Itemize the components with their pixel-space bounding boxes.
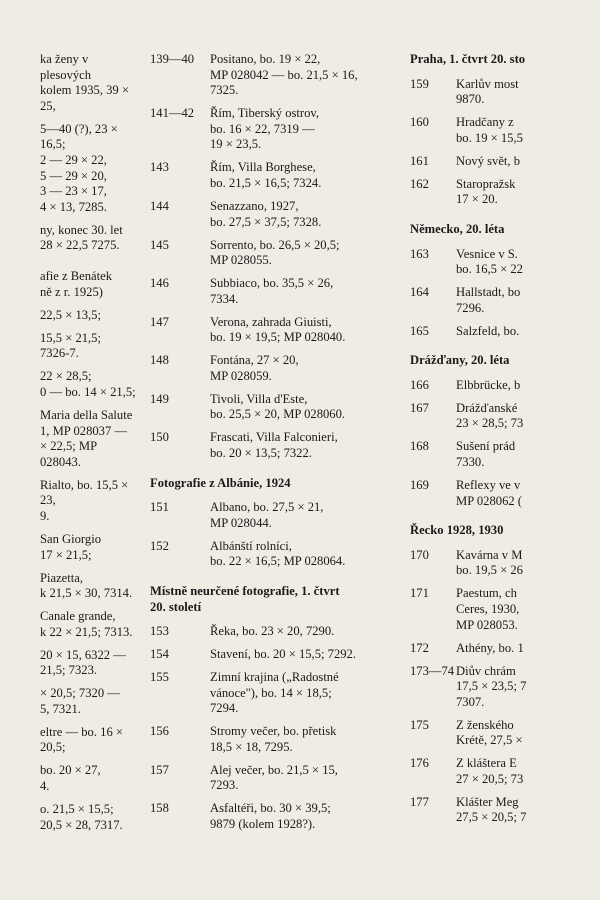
list-item [410,641,600,657]
item-number: 154 [150,647,169,662]
item-text: Alej večer, bo. 21,5 × 15, 7293. [210,762,338,793]
item-text: Hallstadt, bo 7296. [456,285,521,315]
item-number [0,269,40,300]
list-item [0,223,136,254]
item-number: 171 [410,586,429,601]
list-item [0,52,136,114]
item-text: Sušení prád 7330. [456,439,516,470]
list-item [0,331,136,362]
list-item [410,795,600,826]
list-item [150,106,394,153]
list-item [0,269,136,300]
item-number: 172 [410,640,429,655]
item-text: Salzfeld, bo. [456,323,520,338]
list-item [150,647,394,663]
item-text: afie z Benátek ně z r. 1925) [40,269,113,299]
list-item [410,664,600,711]
item-text: Positano, bo. 19 × 22, MP 028042 — bo. 21,5 × 16, 7325. [210,52,358,98]
list-item [150,539,394,570]
item-number: 160 [410,115,429,130]
item-number: 146 [150,276,169,291]
item-number: 163 [410,246,429,261]
item-number: 175 [410,717,429,732]
list-item [0,408,136,470]
list-item [0,648,136,679]
column-layout [0,52,600,900]
item-number [0,532,40,563]
item-text: Frascati, Villa Falconieri, bo. 20 × 13,5; 7322. [210,430,338,460]
list-item [410,324,600,340]
item-text: Tivoli, Villa d'Este, bo. 25,5 × 20, MP 028060. [210,391,346,422]
item-number [0,478,40,525]
block-spacer [0,261,136,269]
item-number [0,648,40,679]
item-number [0,331,40,362]
item-text: Canale grande, k 22 × 21,5; 7313. [40,609,133,639]
item-text: Maria della Salute 1, MP 028037 — × 22,5; MP 028043. [40,408,133,469]
item-text: Kavárna v M bo. 19,5 × 26 [456,547,523,578]
item-text: Z kláštera E 27 × 20,5; 73 [456,756,524,786]
item-number: 176 [410,756,429,771]
section-heading-drazdany: Drážďany, 20. léta [410,353,510,368]
list-item [0,478,136,525]
right-column [394,52,600,833]
item-number [0,686,40,717]
item-number: 169 [410,478,429,492]
item-text: Řím, Villa Borghese, bo. 21,5 × 16,5; 7324. [210,160,322,190]
list-item [150,670,394,717]
item-number: 148 [150,353,169,368]
list-item [410,478,600,509]
section-heading-praha: Praha, 1. čtvrt 20. sto [410,52,526,66]
item-text: Senazzano, 1927, bo. 27,5 × 37,5; 7328. [210,198,322,229]
item-number [0,725,40,756]
item-text: Zimní krajina („Radostné vánoce"), bo. 14 × 18,5; 7294. [210,670,339,716]
list-item [410,718,600,749]
item-text: × 20,5; 7320 — 5, 7321. [40,686,120,716]
item-text: Drážďanské 23 × 28,5; 73 [456,400,524,431]
list-item [150,763,394,794]
item-number: 166 [410,377,429,392]
item-text: San Giorgio 17 × 21,5; [40,531,101,562]
item-number: 147 [150,314,169,329]
item-text: Stromy večer, bo. přetisk 18,5 × 18, 7295. [210,724,337,754]
list-item [0,609,136,640]
item-number: 157 [150,762,169,777]
item-text: Rialto, bo. 15,5 × 23, 9. [40,477,129,523]
list-item [410,177,600,208]
item-text: eltre — bo. 16 × 20,5; [40,724,123,755]
item-text: Diův chrám 17,5 × 23,5; 7 7307. [456,663,527,709]
item-text: Albánští rolníci, bo. 22 × 16,5; MP 028064. [210,538,346,569]
item-text: Klášter Meg 27,5 × 20,5; 7 [456,794,527,825]
item-text: Staropražsk 17 × 20. [456,176,516,207]
item-text: Subbiaco, bo. 35,5 × 26, 7334. [210,276,334,306]
list-item [410,77,600,108]
item-text: Karlův most 9870. [456,76,519,107]
item-text: Z ženského Krétě, 27,5 × [456,717,523,748]
item-number [0,571,40,602]
item-number [0,308,40,324]
item-text: 22,5 × 13,5; [40,307,101,322]
item-number: 151 [150,500,169,515]
list-item [150,801,394,832]
section-heading-nemecko: Německo, 20. léta [410,221,505,236]
list-item [150,52,394,99]
item-number: 156 [150,724,169,739]
item-number: 167 [410,400,429,415]
item-number: 149 [150,391,169,406]
item-text: 15,5 × 21,5; 7326-7. [40,330,101,361]
middle-column [136,52,394,840]
item-number: 139—40 [150,52,195,66]
item-text: o. 21,5 × 15,5; 20,5 × 28, 7317. [40,802,123,832]
list-item [410,756,600,787]
list-item [150,315,394,346]
list-item [150,160,394,191]
list-item [410,439,600,470]
item-text: Paestum, ch Ceres, 1930, MP 028053. [456,586,520,632]
item-text: Verona, zahrada Giuisti, bo. 19 × 19,5; MP 028040. [210,314,346,345]
item-number: 144 [150,198,169,213]
item-text: Fontána, 27 × 20, MP 028059. [210,353,299,383]
item-number: 155 [150,670,169,685]
item-number [0,122,40,216]
item-text: Athény, bo. 1 [456,640,524,655]
list-item [0,369,136,400]
list-item [0,571,136,602]
item-text: 20 × 15, 6322 — 21,5; 7323. [40,647,126,678]
item-number: 168 [410,439,429,454]
list-item [410,548,600,579]
section-heading-albanie: Fotografie z Albánie, 1924 [150,475,291,490]
list-item [150,624,394,640]
list-item [410,401,600,432]
section-heading-recko: Řecko 1928, 1930 [410,523,504,538]
item-text: 22 × 28,5; 0 — bo. 14 × 21,5; [40,369,136,400]
item-text: ny, konec 30. let 28 × 22,5 7275. [40,222,123,253]
item-number: 153 [150,624,169,639]
list-item [410,247,600,278]
item-number: 159 [410,76,429,91]
item-number [0,223,40,254]
item-text: Hradčany z bo. 19 × 15,5 [456,115,523,145]
list-item [150,238,394,269]
item-text: Vesnice v S. bo. 16,5 × 22 [456,246,523,277]
item-text: Nový svět, b [456,153,521,168]
item-text: Elbbrücke, b [456,377,521,392]
item-number: 165 [410,323,429,338]
item-number: 164 [410,285,429,300]
list-item [150,430,394,461]
list-item [410,115,600,146]
list-item [150,500,394,531]
list-item [150,724,394,755]
item-text: bo. 20 × 27, 4. [40,763,101,794]
list-item [0,308,136,324]
item-number [0,52,40,114]
item-text: Piazetta, k 21,5 × 30, 7314. [40,570,133,601]
list-item [150,353,394,384]
list-item [0,725,136,756]
list-item [410,378,600,394]
list-item [410,586,600,633]
list-item [0,122,136,216]
item-text: Řím, Tiberský ostrov, bo. 16 × 22, 7319 — 19 × 23,5. [210,106,320,152]
item-text: ka ženy v plesových kolem 1935, 39 × 25, [40,52,129,113]
item-text: Řeka, bo. 23 × 20, 7290. [210,624,335,639]
item-text: Sorrento, bo. 26,5 × 20,5; MP 028055. [210,237,340,268]
item-text: Albano, bo. 27,5 × 21, MP 028044. [210,500,324,530]
item-number: 162 [410,176,429,191]
list-item [410,285,600,316]
list-item [410,154,600,170]
item-number: 177 [410,794,429,809]
item-text: Asfaltéři, bo. 30 × 39,5; 9879 (kolem 1928?). [210,801,331,832]
list-item [0,532,136,563]
list-item [150,392,394,423]
section-heading-mistne-neurcene: Místně neurčené fotografie, 1. čtvrt 20. století [150,583,340,614]
item-number: 173—74 [410,663,455,678]
item-text: Stavení, bo. 20 × 15,5; 7292. [210,647,356,662]
item-number [0,369,40,400]
item-number [0,408,40,470]
list-item [0,802,136,833]
item-number: 141—42 [150,106,195,121]
list-item [0,763,136,794]
item-number: 145 [150,237,169,252]
item-number [0,802,40,833]
item-number: 161 [410,153,429,168]
item-text: 5—40 (?), 23 × 16,5; 2 — 29 × 22, 5 — 29 × 20, 3 — 23 × 17, 4 × 13, 7285. [40,121,118,214]
list-item [150,199,394,230]
left-column [0,52,136,841]
list-item [150,276,394,307]
item-number: 150 [150,430,169,445]
item-text: Reflexy ve v MP 028062 ( [456,478,523,508]
item-number: 152 [150,538,169,553]
item-number [0,763,40,794]
item-number [0,609,40,640]
list-item [0,686,136,717]
item-number: 143 [150,160,169,175]
item-number: 170 [410,547,429,562]
item-number: 158 [150,801,169,816]
